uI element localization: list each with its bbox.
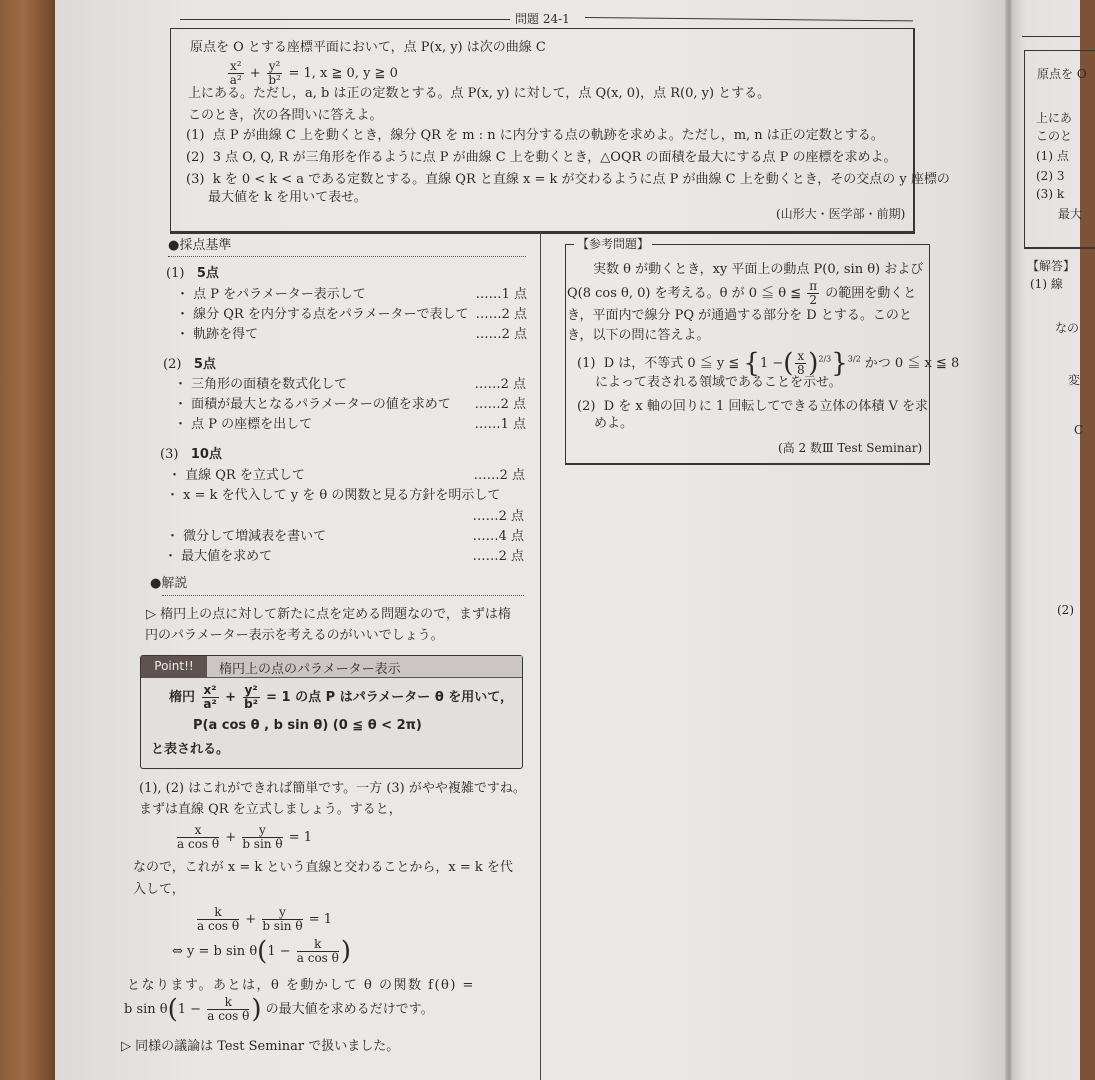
problem-item-3-cont: 最大値を k を用いて表せ。 [208,190,367,205]
next-page-header-rule [1022,36,1080,37]
scoring-item: ・ 線分 QR を内分する点をパラメーターで表して [176,307,469,322]
problem-line3: このとき，次の各問いに答えよ。 [188,108,383,123]
reference-text: めよ。 [594,416,634,431]
commentary-text: まずは直線 QR を立式しましょう。すると， [139,802,402,817]
equation-substituted: $\frac{k}{\text{a cos θ}}$ + $\frac{y}{\text{b sin θ}}$ = 1 [197,905,333,933]
problem-line2: 上にある。ただし，a, b は正の定数とする。点 P(x, y) に対して，点 Q(x, 0)，点 R(0, y) とする。 [188,86,771,101]
commentary-text: (1), (2) はこれができれば簡単です。一方 (3) がやや複雑ですね。 [139,781,526,796]
commentary-text: 入して， [133,882,185,897]
scoring-points: ……2 点 [473,468,525,483]
scoring-item: ・ 軌跡を得て [176,327,259,342]
scoring-item: ・ 面積が最大となるパラメーターの値を求めて [174,397,451,412]
column-divider [540,232,541,1080]
scoring-title: ●採点基準 [168,238,232,253]
point-label: Point!! [141,656,207,677]
scoring-item: ・ x = k を代入して y を θ の関数と見る方針を明示して [166,488,501,503]
scoring-item: ・ 微分して増減表を書いて [166,529,327,544]
equation-qr-line: $\frac{x}{\text{a cos θ}}$ + $\frac{y}{\text{b sin θ}}$ = 1 [177,823,313,851]
reference-text: 実数 θ が動くとき，xy 平面上の動点 P(0, sin θ) および [593,262,924,277]
scoring-divider [168,256,526,257]
next-page-text: 最大 [1058,207,1083,221]
next-page-text: (3) k [1036,187,1065,201]
point-title: 楕円上の点のパラメーター表示 [219,662,401,677]
wooden-table-background [0,0,60,1080]
scoring-points: ……1 点 [474,417,526,432]
point-box [140,655,523,769]
next-page-text: C [1074,423,1084,437]
scoring-section-1: (1) 5点 [166,266,219,281]
next-page-text: 原点を O [1037,67,1087,81]
scoring-item: ・ 三角形の面積を数式化して [174,377,348,392]
point-line-1: 楕円 $\frac{\text{x²}}{\text{a²}}$ + $\frac{\text{y²}}{\text{b²}}$ = 1 の点 P はパラメーター θ を用いて， [169,683,514,711]
reference-text: によって表される領域であることを示せ。 [595,375,842,390]
scoring-points: ……2 点 [475,307,527,322]
reference-text: き，以下の問に答えよ。 [567,328,710,343]
commentary-text: なので，これが x = k という直線と交わることから，x = k を代 [133,860,513,875]
next-page-text: 【解答】 [1027,259,1076,273]
reference-text: き，平面内で線分 PQ が通過する部分を D とする。このと [567,308,912,323]
problem-equation: $\frac{\text{x²}}{\text{a²}}$ + $\frac{\text{y²}}{\text{b²}}$ = 1, x ≧ 0, y ≧ 0 [229,59,398,87]
scoring-item: ・ 点 P の座標を出して [174,417,313,432]
next-page-text: (1) 点 [1036,149,1069,163]
scoring-section-3: (3) 10点 [160,447,222,462]
reference-question-2: (2) D を x 軸の回りに 1 回転してできる立体の体積 V を求 [577,399,929,414]
scoring-item: ・ 最大値を求めて [164,549,273,564]
commentary-text: となります。あとは，θ を動かして θ の関数 f(θ) = [127,978,475,993]
commentary-text: ▷ 同様の議論は Test Seminar で扱いました。 [121,1039,400,1054]
scoring-item: ・ 直線 QR を立式して [168,468,305,483]
scoring-points: ……1 点 [475,287,527,302]
scoring-points: ……4 点 [472,529,524,544]
problem-source: (山形大・医学部・前期) [776,207,906,221]
scoring-item: ・ 点 P をパラメーター表示して [176,287,366,302]
point-line-2: P(a cos θ , b sin θ) (0 ≦ θ < 2π) [193,718,422,733]
reference-source: (高 2 数Ⅲ Test Seminar) [778,441,923,455]
scoring-points: ……2 点 [474,377,526,392]
next-page-text: (1) 線 [1030,277,1063,291]
problem-item-1: (1) 点 P が曲線 C 上を動くとき，線分 QR を m : n に内分する点の軌跡を求めよ。ただし，m, n は正の定数とする。 [186,128,884,143]
point-line-3: と表される。 [151,742,230,757]
commentary-title: ●解説 [150,576,188,591]
next-page-text: このと [1036,129,1073,143]
reference-title: 【参考問題】 [574,236,652,252]
scoring-points: ……2 点 [472,549,524,564]
commentary-divider [162,595,524,596]
commentary-text: ▷ 楕円上の点に対して新たに点を定める問題なので，まずは楕 [146,607,511,622]
next-page-text: (2) [1057,603,1074,617]
reference-question-1: (1) D は，不等式 0 ≦ y ≦ {1 −( $\frac{x}{8}$ )$^{2/3}$}$^{3/2}$ かつ 0 ≦ x ≦ 8 [577,348,960,379]
equation-y: ⇔ y = b sin θ(1 − $\frac{k}{\text{a cos θ}}$ ) [172,936,352,967]
problem-item-3: (3) k を 0 < k < a である定数とする。直線 QR と直線 x = k が交わるように点 P が曲線 C 上を動くとき，その交点の y 座標の [186,172,950,187]
next-page-text: なの [1055,321,1080,335]
commentary-function: b sin θ(1 − $\frac{k}{\text{a cos θ}}$ ) の最大値を求めるだけです。 [124,994,434,1025]
scoring-points: ……2 点 [474,397,526,412]
problem-item-2: (2) 3 点 O, Q, R が三角形を作るように点 P が曲線 C 上を動くとき，△OQR の面積を最大にする点 P の座標を求めよ。 [186,150,897,165]
reference-text: Q(8 cos θ, 0) を考える。θ が 0 ≦ θ ≦ $\frac{\pi}{2}$ の範囲を動くと [567,279,917,307]
scoring-points: ……2 点 [475,327,527,342]
problem-number: 問題 24-1 [515,12,570,26]
scoring-section-2: (2) 5点 [163,357,216,372]
next-page-text: 変 [1068,373,1081,387]
scoring-points: ……2 点 [472,509,524,524]
commentary-text: 円のパラメーター表示を考えるのがいいでしょう。 [145,628,444,643]
next-page-text: 上にあ [1036,111,1073,125]
problem-intro: 原点を O とする座標平面において，点 P(x, y) は次の曲線 C [190,40,546,55]
header-rule-left [180,19,510,20]
next-page-text: (2) 3 [1036,169,1065,183]
